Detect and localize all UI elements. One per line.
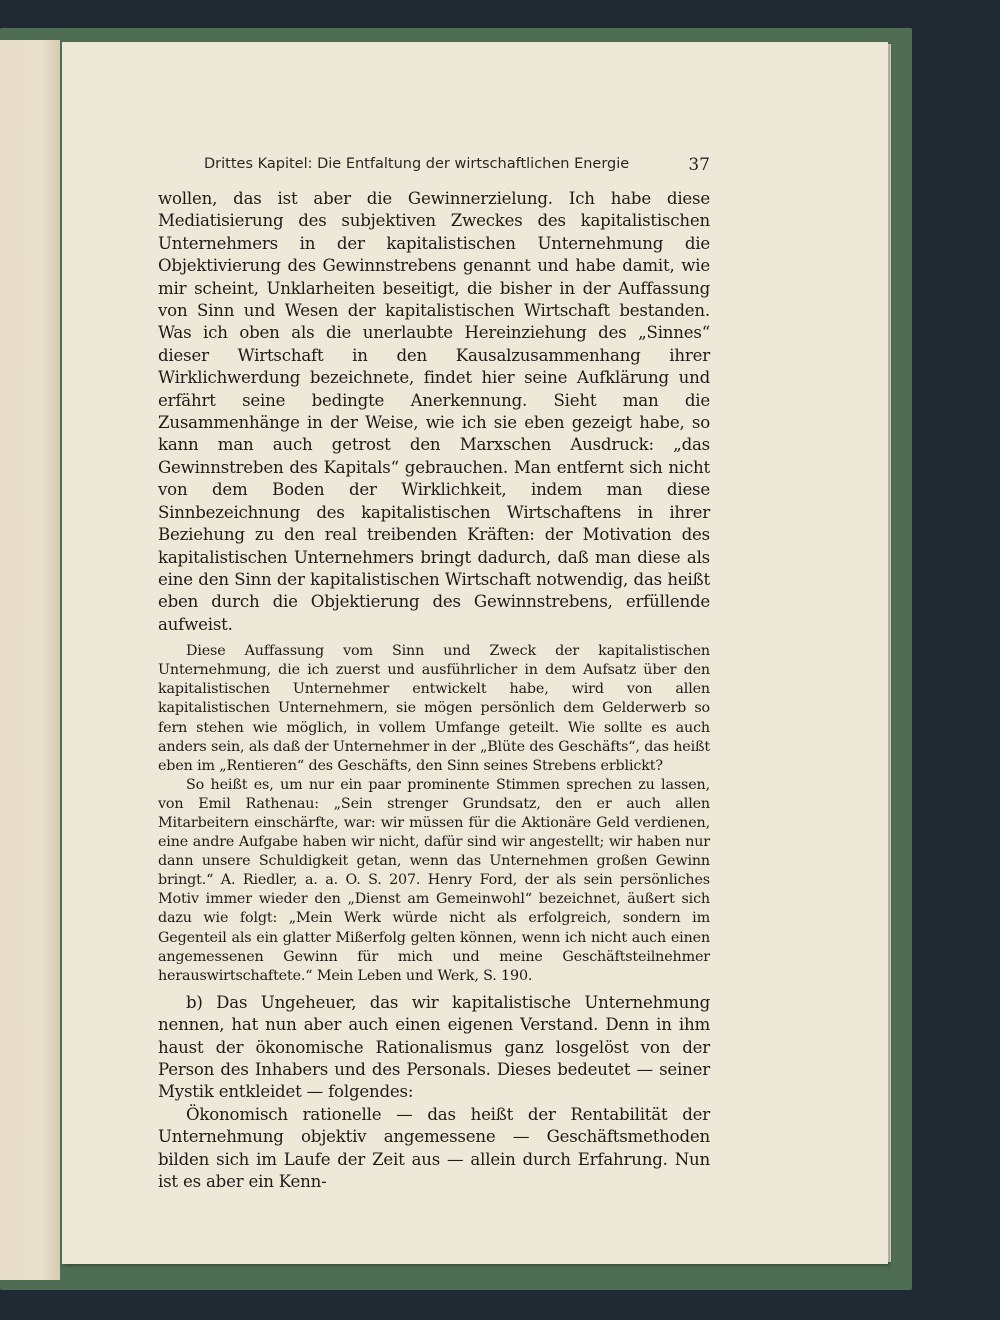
page-body — [158, 188, 710, 1193]
running-head: Drittes Kapitel: Die Entfaltung der wirtschaftlichen Energie — [204, 156, 630, 172]
body-paragraph: Ökonomisch rationelle — das heißt der Rentabilität der Unternehmung objektiv angemessene — Geschäftsmethoden bilden sich im Laufe der Zeit aus — allein durch Erfahrung. Nun ist es aber ein Kenn- — [158, 1104, 710, 1192]
note-paragraph: Diese Auffassung vom Sinn und Zweck der kapitalistischen Unternehmung, die ich zuerst und ausführlicher in dem Aufsatz über den kapitalistischen Unternehmer entwickelt habe, wird von allen kapitalistischen Unternehmern, sie mögen persönlich dem Gelderwerb so fern stehen wie möglich, in vollem Umfange geteilt. Wie sollte es auch anders sein, als daß der Unternehmer in der „Blüte des Geschäfts“, das heißt eben im „Rentieren“ des Geschäfts, den Sinn seines Strebens erblickt? — [158, 643, 710, 774]
body-paragraph: wollen, das ist aber die Gewinnerzielung. Ich habe diese Mediatisierung des subjektiven Zweckes des kapitalistischen Unternehmers in der kapitalistischen Unternehmung die Objektivierung des Gewinnstrebens genannt und habe damit, wie mir scheint, Unklarheiten beseitigt, die bisher in der Auffassung von Sinn und Wesen der kapitalistischen Wirtschaft bestanden. Was ich oben als die unerlaubte Hereinziehung des „Sinnes“ dieser Wirtschaft in den Kausalzusammenhang ihrer Wirklichwerdung bezeichnete, findet hier seine Aufklärung und erfährt seine bedingte Anerkennung. Sieht man die Zusammenhänge in der Weise, wie ich sie eben gezeigt habe, so kann man auch getrost den Marxschen Ausdruck: „das Gewinnstreben des Kapitals“ gebrauchen. Man entfernt sich nicht von dem Boden der Wirklichkeit, indem man diese Sinnbezeichnung des kapitalistischen Wirtschaftens in ihrer Beziehung zu den real treibenden Kräften: der Motivation des kapitalistischen Unternehmers bringt dadurch, daß man diese als eine den Sinn der kapitalistischen Wirtschaft notwendig, das heißt eben durch die Objektierung des Gewinnstrebens, erfüllende aufweist. — [158, 189, 710, 634]
left-page-edge — [0, 40, 60, 1280]
note-paragraph: So heißt es, um nur ein paar prominente Stimmen sprechen zu lassen, von Emil Rathenau: „Sein strenger Grundsatz, den er auch allen Mitarbeitern einschärfte, war: wir müssen für die Aktionäre Geld verdienen, eine andre Aufgabe haben wir nicht, dafür sind wir angestellt; wir haben nur dann unsere Schuldigkeit getan, wenn das Unternehmen großen Gewinn bringt.“ A. Riedler, a. a. O. S. 207. Henry Ford, der als sein persönliches Motiv immer wieder den „Dienst am Gemeinwohl“ bezeichnet, äußert sich dazu wie folgt: „Mein Werk würde nicht als erfolgreich, sondern im Gegenteil als ein glatter Mißerfolg gelten können, wenn ich nicht auch einen angemessenen Gewinn für mich und meine Geschäftsteilnehmer herauswirtschaftete.“ Mein Leben und Werk, S. 190. — [158, 776, 710, 984]
page-header — [204, 150, 712, 180]
page-number: 37 — [688, 155, 710, 175]
body-paragraph: b) Das Ungeheuer, das wir kapitalistische Unternehmung nennen, hat nun aber auch einen eigenen Verstand. Denn in ihm haust der ökonomische Rationalismus ganz losgelöst von der Person des Inhabers und des Personals. Dieses bedeutet — seiner Mystik entkleidet — folgendes: — [158, 992, 710, 1102]
